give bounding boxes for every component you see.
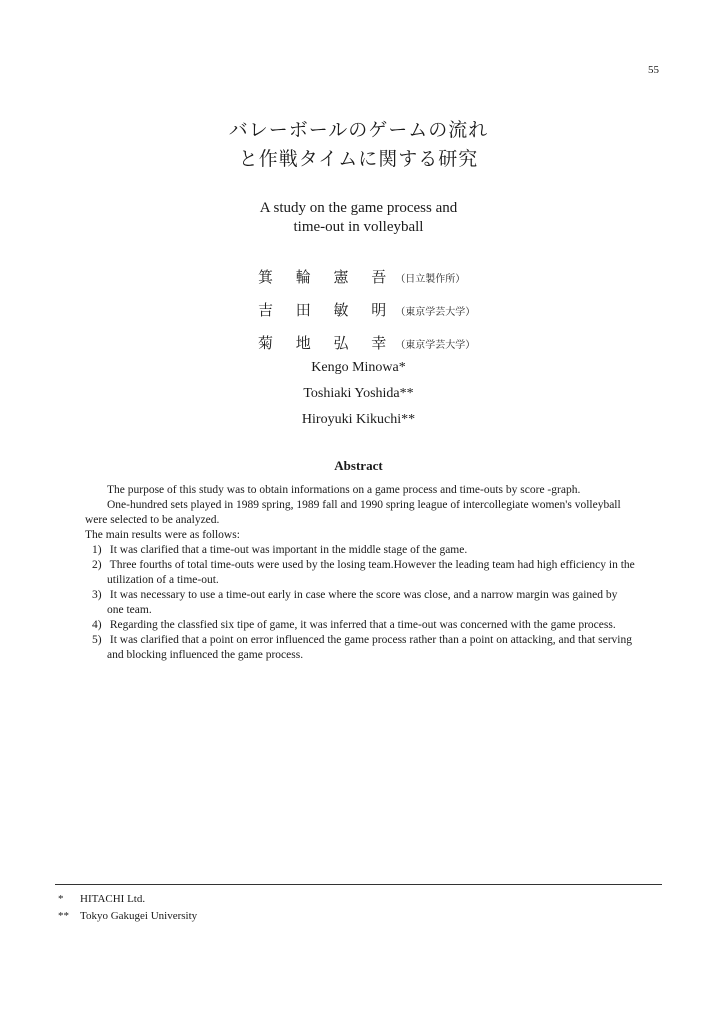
list-item-text: It was necessary to use a time-out early in case where the score was close, and a narrow margin was gained by one team. xyxy=(107,589,618,616)
list-item-text: It was clarified that a time-out was important in the middle stage of the game. xyxy=(109,544,468,556)
english-title xyxy=(0,199,717,237)
list-item-number: 4) xyxy=(92,619,102,631)
english-author-list xyxy=(0,355,717,433)
english-title-line-1: A study on the game process and xyxy=(259,200,458,216)
list-item xyxy=(85,618,636,633)
japanese-author-list xyxy=(258,262,475,361)
list-item-number: 1) xyxy=(92,544,102,556)
list-item xyxy=(85,558,636,588)
footnote xyxy=(58,908,197,925)
results-list xyxy=(85,543,636,663)
footnote-text: Tokyo Gakugei University xyxy=(80,910,198,922)
results-intro: The main results were as follows: xyxy=(85,529,240,541)
japanese-author-affiliation: （東京学芸大学） xyxy=(395,340,476,351)
japanese-author-name: 菊 地 弘 幸 xyxy=(258,334,396,352)
abstract-paragraph: The purpose of this study was to obtain informations on a game process and time-outs by score -graph. xyxy=(107,484,581,496)
japanese-author-name: 吉 田 敏 明 xyxy=(258,301,396,319)
japanese-author-name: 箕 輪 憲 吾 xyxy=(258,268,396,286)
japanese-title-line-1: バレーボールのゲームの流れ xyxy=(228,119,489,141)
footnote-mark: ** xyxy=(58,910,69,922)
list-item-text: It was clarified that a point on error influenced the game process rather than a point on attacking, and that serving and blocking influenced the game process. xyxy=(107,634,632,661)
japanese-author-row xyxy=(258,295,475,328)
japanese-author-row xyxy=(258,262,475,295)
list-item xyxy=(85,543,636,558)
list-item xyxy=(85,588,636,618)
footnote-text: HITACHI Ltd. xyxy=(80,893,146,905)
english-author-name: Hiroyuki Kikuchi** xyxy=(301,412,416,427)
english-author-name: Kengo Minowa* xyxy=(311,360,406,375)
footnote xyxy=(58,891,197,908)
abstract-paragraph: One-hundred sets played in 1989 spring, 1989 fall and 1990 spring league of intercollegiate women's volleyball were selected to be analyzed. xyxy=(85,499,621,526)
list-item-number: 3) xyxy=(92,589,102,601)
japanese-title-line-2: と作戦タイムに関する研究 xyxy=(238,148,479,170)
japanese-author-affiliation: （日立製作所） xyxy=(395,274,466,285)
japanese-title xyxy=(0,116,717,174)
abstract-body xyxy=(85,483,636,663)
page-number: 55 xyxy=(648,64,659,76)
footnote-mark: * xyxy=(58,893,64,905)
footnotes xyxy=(58,891,197,925)
english-title-line-2: time-out in volleyball xyxy=(293,219,424,235)
footnote-divider xyxy=(55,884,662,885)
list-item-number: 5) xyxy=(92,634,102,646)
list-item-number: 2) xyxy=(92,559,102,571)
japanese-author-affiliation: （東京学芸大学） xyxy=(395,307,476,318)
list-item-text: Regarding the classfied six tipe of game, it was inferred that a time-out was concerned with the game process. xyxy=(109,619,616,631)
list-item xyxy=(85,633,636,663)
list-item-text: Three fourths of total time-outs were used by the losing team.However the leading team had high efficiency in the utilization of a time-out. xyxy=(107,559,635,586)
abstract-heading: Abstract xyxy=(334,458,383,473)
english-author-name: Toshiaki Yoshida** xyxy=(303,386,414,401)
